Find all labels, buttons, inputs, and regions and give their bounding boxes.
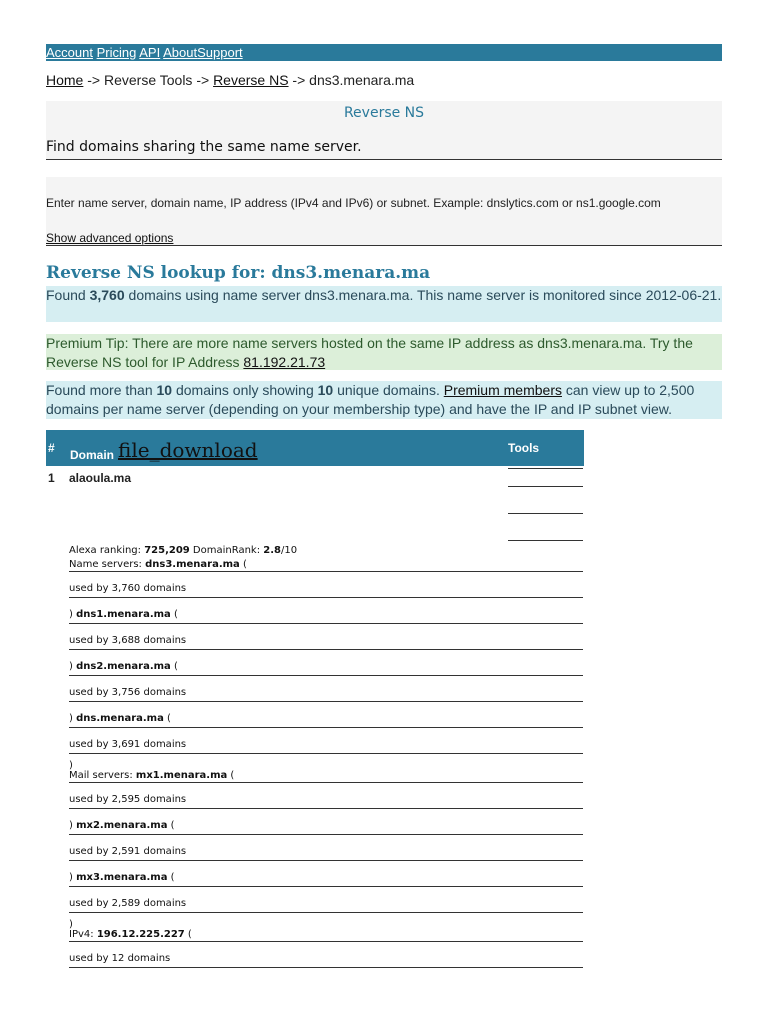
ns-used[interactable]: used by 3,691 domains	[69, 739, 187, 750]
breadcrumb-sep: ->	[288, 72, 310, 88]
premium-tip-alert	[46, 334, 722, 370]
ns-line	[69, 650, 583, 676]
col-tools-header: Tools	[508, 441, 540, 455]
ns-used-line	[69, 676, 583, 702]
table-header	[46, 430, 584, 466]
paren: (	[163, 713, 171, 724]
alert-text: Found	[46, 287, 90, 303]
limit-count: 10	[317, 382, 334, 398]
paren: (	[170, 661, 178, 672]
ns-used-line	[69, 728, 583, 754]
found-alert	[46, 286, 722, 322]
breadcrumb-home-link[interactable]: Home	[46, 72, 84, 88]
tip-ip-link[interactable]: 81.192.21.73	[243, 354, 326, 370]
alexa-value: 725,209	[144, 545, 190, 556]
found-count: 3,760	[89, 287, 125, 303]
paren: )	[69, 713, 73, 724]
mx-link[interactable]: mx1.menara.ma	[135, 770, 228, 781]
paren: (	[227, 770, 235, 781]
paren: (	[167, 872, 175, 883]
mx-used[interactable]: used by 2,591 domains	[69, 846, 187, 857]
breadcrumb-sep: ->	[192, 72, 214, 88]
alert-text: Found more than	[46, 382, 157, 398]
mx-used[interactable]: used by 2,589 domains	[69, 898, 187, 909]
alert-text: domains using name server dns3.menara.ma. This name server is monitored since 2012-06-21.	[124, 287, 722, 303]
mx-used-line	[69, 887, 583, 913]
alert-text: can view up to 2,500 domains per name server (depending on your membership type) and have the IP and IP subnet view.	[46, 382, 695, 417]
ns-used[interactable]: used by 3,756 domains	[69, 687, 187, 698]
ns-line	[69, 598, 583, 624]
mx-line	[69, 861, 583, 887]
table-row	[46, 467, 584, 543]
nav-pricing-link[interactable]: Pricing	[96, 45, 137, 60]
ipv4-line	[69, 927, 583, 942]
ns-used[interactable]: used by 3,688 domains	[69, 635, 187, 646]
show-advanced-options-link[interactable]: Show advanced options	[46, 231, 174, 245]
search-box	[46, 177, 722, 246]
row-domain[interactable]: alaoula.ma	[69, 471, 132, 485]
paren: )	[69, 609, 73, 620]
mx-link[interactable]: mx2.menara.ma	[76, 820, 168, 831]
title-box	[46, 101, 722, 160]
top-nav	[46, 44, 722, 61]
mx-label: Mail servers:	[69, 770, 136, 781]
ns-link[interactable]: dns1.menara.ma	[76, 609, 171, 620]
ns-used-line	[69, 624, 583, 650]
page-title: Reverse NS	[343, 105, 425, 121]
ns-label: Name servers:	[69, 559, 146, 570]
close-line	[69, 754, 583, 771]
lookup-heading: Reverse NS lookup for: dns3.menara.ma	[46, 263, 431, 283]
ipv4-used[interactable]: used by 12 domains	[69, 953, 171, 964]
breadcrumb	[46, 72, 414, 88]
ns-link[interactable]: dns.menara.ma	[76, 713, 164, 724]
mx-line	[69, 809, 583, 835]
alexa-label: Alexa ranking:	[69, 545, 145, 556]
paren: (	[184, 929, 192, 940]
row-number: 1	[48, 471, 55, 485]
ns-link[interactable]: dns2.menara.ma	[76, 661, 171, 672]
limit-alert	[46, 381, 722, 419]
mx-line	[69, 768, 583, 783]
breadcrumb-tools: Reverse Tools	[103, 72, 193, 88]
alert-text: unique domains.	[333, 382, 444, 398]
breadcrumb-current: dns3.menara.ma	[309, 72, 415, 88]
page-subtitle: Find domains sharing the same name server.	[46, 139, 362, 155]
nav-api-link[interactable]: API	[139, 45, 161, 60]
domainrank-suffix: /10	[280, 545, 298, 556]
paren: )	[69, 661, 73, 672]
mx-used-line	[69, 783, 583, 809]
paren: )	[69, 760, 73, 771]
paren: )	[69, 820, 73, 831]
ns-line	[69, 557, 583, 572]
alert-text: Premium Tip: There are more name servers hosted on the same IP address as dns3.menara.ma. Try the Reverse NS tool for IP Address	[46, 335, 693, 370]
col-domain-header	[70, 440, 258, 464]
paren: (	[170, 609, 178, 620]
breadcrumb-sep: ->	[83, 72, 104, 88]
file-download-icon[interactable]: file_download	[118, 438, 258, 462]
limit-count: 10	[156, 382, 173, 398]
domainrank-value: 2.8	[263, 545, 281, 556]
ns-used-line	[69, 572, 583, 598]
mx-used[interactable]: used by 2,595 domains	[69, 794, 187, 805]
col-domain-label: Domain	[70, 448, 115, 462]
paren: )	[69, 919, 73, 930]
ipv4-used-line	[69, 942, 583, 968]
search-hint: Enter name server, domain name, IP address (IPv4 and IPv6) or subnet. Example: dnslytics.com or ns1.google.com	[46, 196, 661, 210]
domain-details	[69, 543, 583, 968]
paren: (	[239, 559, 247, 570]
ipv4-label: IPv4:	[69, 929, 97, 940]
close-line	[69, 913, 583, 930]
paren: (	[167, 820, 175, 831]
alert-text: domains only showing	[172, 382, 318, 398]
col-num-header: #	[48, 441, 55, 455]
ns-link[interactable]: dns3.menara.ma	[145, 559, 240, 570]
ns-used[interactable]: used by 3,760 domains	[69, 583, 187, 594]
ns-line	[69, 702, 583, 728]
mx-used-line	[69, 835, 583, 861]
nav-support-link[interactable]: Support	[197, 45, 243, 60]
domainrank-label: DomainRank:	[189, 545, 264, 556]
paren: )	[69, 872, 73, 883]
alexa-line	[69, 543, 583, 557]
breadcrumb-reverse-ns-link[interactable]: Reverse NS	[213, 72, 289, 88]
mx-link[interactable]: mx3.menara.ma	[76, 872, 168, 883]
nav-about-link[interactable]: About	[163, 45, 198, 60]
nav-account-link[interactable]: Account	[46, 45, 93, 60]
premium-members-link[interactable]: Premium members	[443, 382, 562, 398]
ipv4-link[interactable]: 196.12.225.227	[96, 929, 185, 940]
